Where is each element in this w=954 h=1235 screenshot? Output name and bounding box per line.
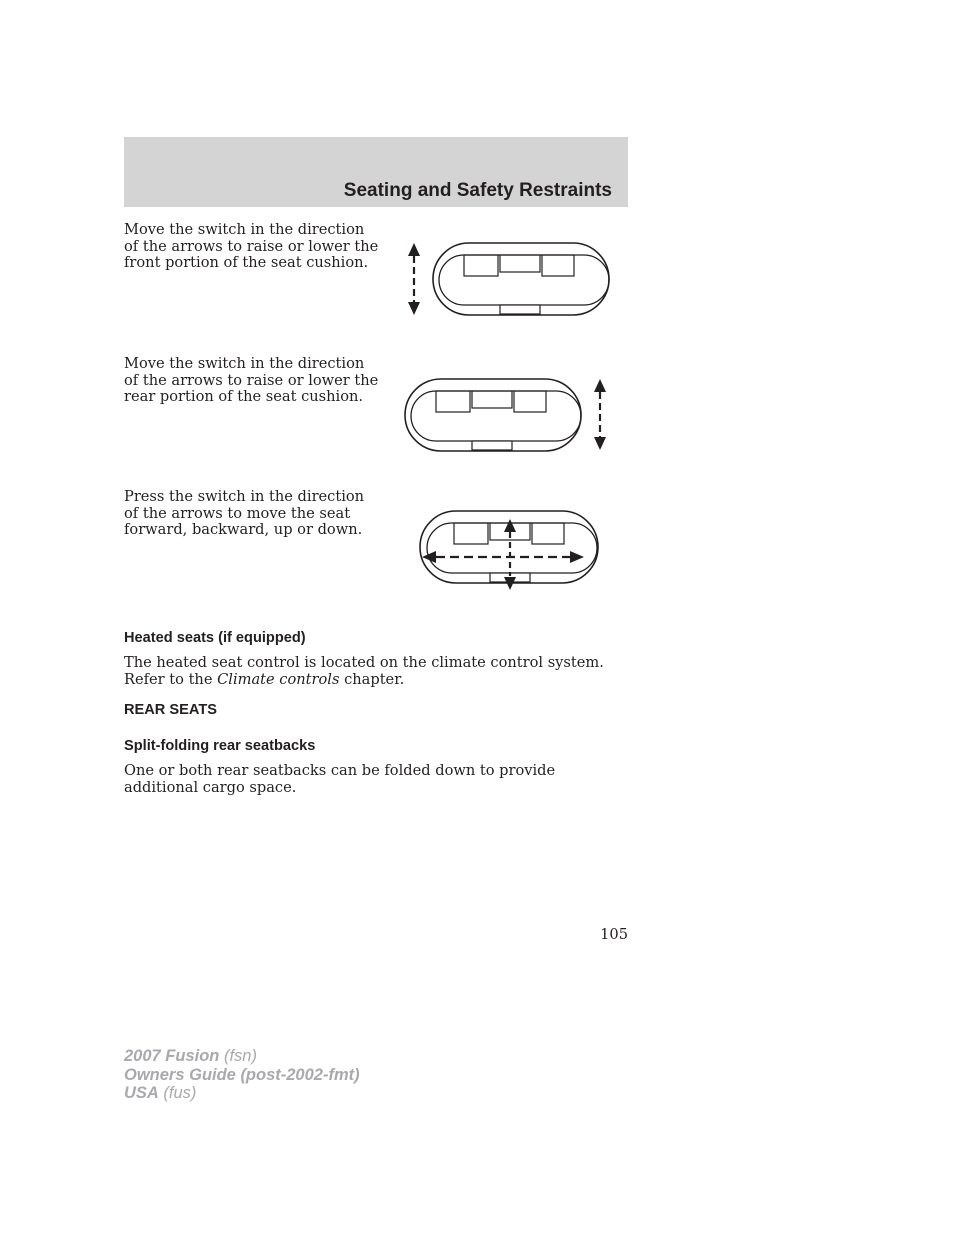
footer-line-model <box>124 1047 360 1066</box>
seat-front-tilt-switch-illustration <box>400 238 615 320</box>
seat-rear-tilt-switch-illustration <box>400 374 615 456</box>
page-number: 105 <box>600 926 628 943</box>
split-folding-subheading: Split-folding rear seatbacks <box>124 738 316 754</box>
footer-model: 2007 Fusion <box>124 1047 220 1065</box>
section-header <box>124 137 628 207</box>
rear-seats-heading: REAR SEATS <box>124 702 217 718</box>
heated-seats-text-end: chapter. <box>339 670 405 688</box>
document-footer <box>124 1047 360 1103</box>
split-folding-body: One or both rear seatbacks can be folded down to provide additional cargo space. <box>124 762 556 796</box>
footer-market-code: (fus) <box>158 1084 197 1102</box>
heated-seats-text: The heated seat control is located on the climate control system. Refer to the <box>124 654 604 688</box>
instruction-rear-tilt: Move the switch in the direction of the arrows to raise or lower the rear portion of the seat cushion. <box>124 355 379 405</box>
footer-model-code: (fsn) <box>219 1047 257 1065</box>
heated-seats-body <box>124 655 624 688</box>
footer-market: USA <box>124 1084 159 1102</box>
footer-line-guide <box>124 1066 360 1085</box>
seat-four-way-switch-illustration <box>400 506 615 594</box>
climate-controls-reference: Climate controls <box>217 670 340 688</box>
footer-guide: Owners Guide (post-2002-fmt) <box>124 1065 360 1084</box>
instruction-front-tilt: Move the switch in the direction of the arrows to raise or lower the front portion of the seat cushion. <box>124 221 379 271</box>
instruction-four-way: Press the switch in the direction of the arrows to move the seat forward, backward, up or down. <box>124 488 365 538</box>
section-title: Seating and Safety Restraints <box>343 180 612 201</box>
footer-line-market <box>124 1084 360 1103</box>
heated-seats-heading: Heated seats (if equipped) <box>124 630 306 646</box>
